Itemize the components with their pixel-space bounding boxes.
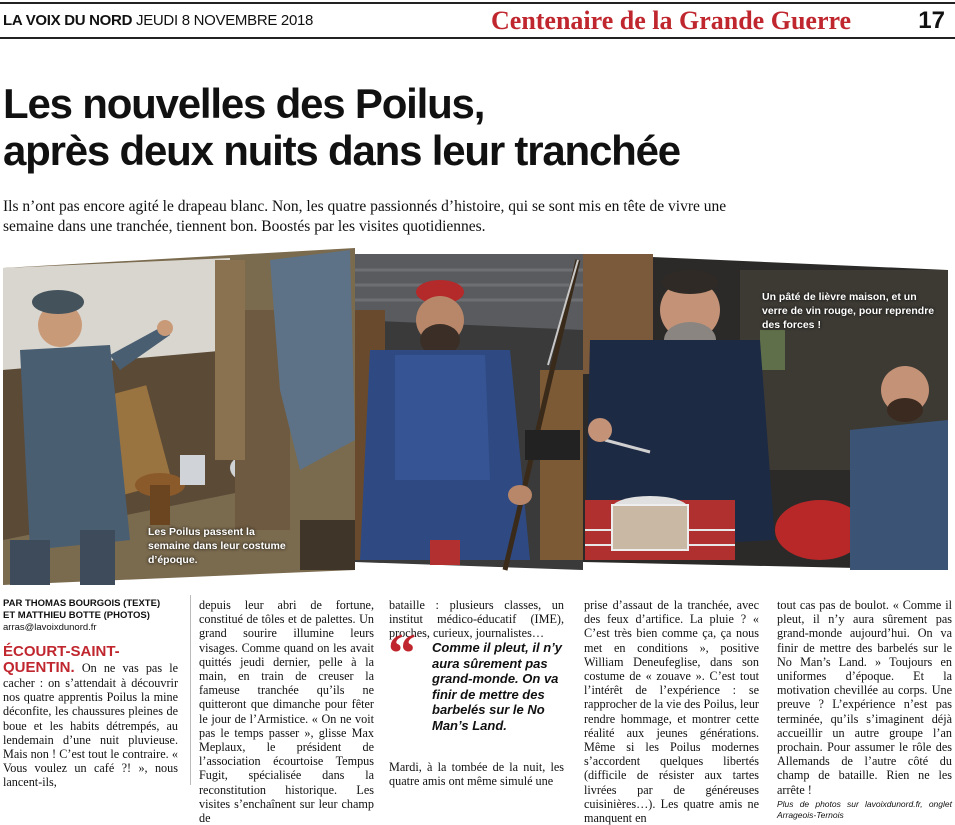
photo-blue-cape [355, 254, 583, 570]
article-headline [3, 80, 943, 174]
column-5 [777, 598, 952, 821]
dateline-place: ÉCOURT-SAINT-QUENTIN. [3, 643, 120, 676]
column-4 [584, 598, 759, 825]
column-3-text-bottom: Mardi, à la tombée de la nuit, les quatre amis ont même simulé une [389, 760, 564, 789]
quote-mark: “ [388, 623, 416, 685]
page-number: 17 [918, 7, 945, 34]
column-1 [3, 598, 178, 790]
caption-meal: Un pâté de lièvre maison, et un verre de vin rouge, pour reprendre des forces ! [762, 291, 935, 331]
headline-line-2: après deux nuits dans leur tranchée [3, 127, 680, 174]
top-rule [0, 2, 955, 4]
photo-credit: Plus de photos sur lavoixdunord.fr, onglet Arrageois-Ternois [777, 798, 952, 820]
author-email: arras@lavoixdunord.fr [3, 622, 97, 633]
issue-date: JEUDI 8 NOVEMBRE 2018 [136, 12, 314, 29]
column-4-text: prise d’assaut de la tranchée, avec des feux d’artifice. La pluie ? « C’est très bien comme ça, ça nous met en conditions », positive William Deneufeglise, dans son costume de « zouave ». C’est tout l’intérêt de l’expérience : se rapprocher de la vie des Poilus, leur rendre hommage, et montrer cette réalité aux jeunes générations. Même si les Poilus modernes s’accordent quelques libertés (difficile de résister aux tartes livrées par de généreuses cuisinières…). Les quatre amis ne manquent en [584, 598, 759, 825]
byline-photos: ET MATTHIEU BOTTE (PHOTOS) [3, 610, 150, 621]
column-3-bottom [389, 760, 564, 788]
photo-strip [0, 240, 955, 585]
pull-quote-text: Comme il pleut, il n’y aura sûrement pas grand-monde. On va finir de mettre des barbelés sur le No Man’s Land. [432, 640, 563, 733]
section-title: Centenaire de la Grande Guerre [491, 6, 852, 35]
column-3-text-top: bataille : plusieurs classes, un institut médico-éducatif (IME), proches, curieux, journalistes… [389, 598, 564, 641]
page-header [3, 8, 951, 36]
column-2-text: depuis leur abri de fortune, constitué de tôles et de palettes. Un grand sourire illumine leurs visages. Comme quand on les avait quittés jeudi dernier, pelle à la main, en train de creuser la fameuse tranchée qu’ils ne quitteront que dimanche pour fêter le jour de l’Armistice. « On ne voit pas le temps passer », glisse Max Meplaux, le président de l’association écourtoise Tempus Fugit, spécialisée dans la reconstitution historique. Les visites s’enchaînent sur leur champ de [199, 598, 374, 825]
caption-trench: Les Poilus passent la semaine dans leur costume d’époque. [148, 526, 286, 566]
column-5-text: tout cas pas de boulot. « Comme il pleut, il n’y aura sûrement pas grand-monde aujourd’hui. On va finir de mettre des barbelés sur le No Man’s Land. » Toujours en uniformes d’époque. Et la motivation chevillée au corps. Une preuve ? L’expérience n’est pas terminée, qu’ils s’imaginent déjà accueillir un autre groupe l’an prochain. Pour assumer le rôle des Allemands de l’autre côté du champ de bataille. Rien ne les arrête ! [777, 598, 952, 797]
article-standfirst: Ils n’ont pas encore agité le drapeau blanc. Non, les quatre passionnés d’histoire, qui se sont mis en tête de vivre une semaine dans une tranchée, tiennent bon. Boostés par les visites quotidiennes. [3, 198, 727, 235]
column-divider [190, 595, 191, 785]
brand-name: LA VOIX DU NORD [3, 12, 133, 29]
newspaper-brand [3, 12, 313, 29]
headline-line-1: Les nouvelles des Poilus, [3, 80, 485, 127]
pull-quote [388, 640, 566, 733]
column-1-text: On ne vas pas le cacher : on s’attendait à découvrir nos quatre apprentis Poilus la mine déconfite, les chaussures pleines de boue et les habits détrempés, au lendemain d’une nuit pluvieuse. Mais non ! C’est tout le contraire. « Vous voulez un café ?! », nous lancent-ils, [3, 661, 179, 790]
byline-text: PAR THOMAS BOURGOIS (TEXTE) [3, 598, 161, 609]
header-rule [0, 37, 955, 39]
column-2 [199, 598, 374, 825]
